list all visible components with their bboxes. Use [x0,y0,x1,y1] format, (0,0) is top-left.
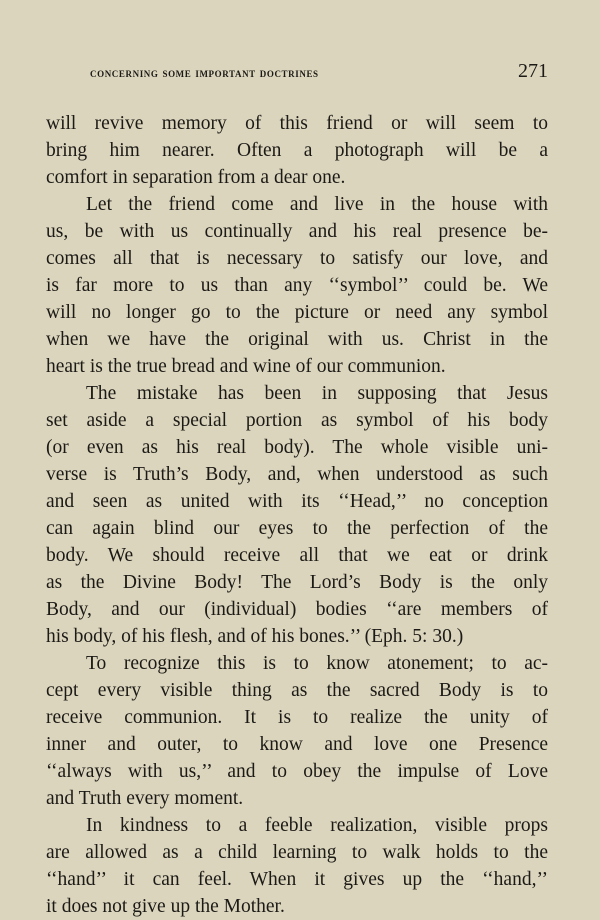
text-line: verse is Truth’s Body, and, when understood as such [46,464,548,485]
text-line: (or even as his real body). The whole visible uni- [46,437,548,458]
text-line: receive communion. It is to realize the unity of [46,707,548,728]
paragraph [46,650,548,812]
text-line: Body, and our (individual) bodies ‘‘are members of [46,599,548,620]
text-line: as the Divine Body! The Lord’s Body is the only [46,572,548,593]
text-line: In kindness to a feeble realization, visible props [86,815,548,836]
text-line: and seen as united with its ‘‘Head,’’ no conception [46,491,548,512]
text-line: is far more to us than any ‘‘symbol’’ could be. We [46,275,548,296]
text-line: are allowed as a child learning to walk holds to the [46,842,548,863]
text-line: us, be with us continually and his real presence be- [46,221,548,242]
text-line: bring him nearer. Often a photograph will be a [46,140,548,161]
text-line: Let the friend come and live in the house with [86,194,548,215]
text-line: inner and outer, to know and love one Presence [46,734,548,755]
text-line: heart is the true bread and wine of our communion. [46,356,446,377]
text-line: ‘‘hand’’ it can feel. When it gives up the ‘‘hand,’’ [46,869,548,890]
page-number: 271 [518,60,548,82]
text-line: set aside a special portion as symbol of his body [46,410,548,431]
page-header [90,60,548,83]
running-title: concerning some important doctrines [90,65,319,80]
text-line: his body, of his flesh, and of his bones.’’ (Eph. 5: 30.) [46,626,464,647]
text-line: will no longer go to the picture or need any symbol [46,302,548,323]
paragraph [46,191,548,380]
text-line: and Truth every moment. [46,788,244,809]
text-line: ‘‘always with us,’’ and to obey the impulse of Love [46,761,548,782]
text-line: can again blind our eyes to the perfection of the [46,518,548,539]
text-line: comes all that is necessary to satisfy our love, and [46,248,548,269]
text-line: when we have the original with us. Christ in the [46,329,548,350]
paragraph [46,110,548,191]
text-line: The mistake has been in supposing that Jesus [86,383,548,404]
paragraph [46,380,548,650]
paragraph [46,812,548,920]
page-body [46,110,548,920]
text-line: it does not give up the Mother. [46,896,285,917]
text-line: comfort in separation from a dear one. [46,167,346,188]
text-line: To recognize this is to know atonement; to ac- [86,653,548,674]
text-line: body. We should receive all that we eat or drink [46,545,548,566]
text-line: will revive memory of this friend or will seem to [46,113,548,134]
text-line: cept every visible thing as the sacred Body is to [46,680,548,701]
